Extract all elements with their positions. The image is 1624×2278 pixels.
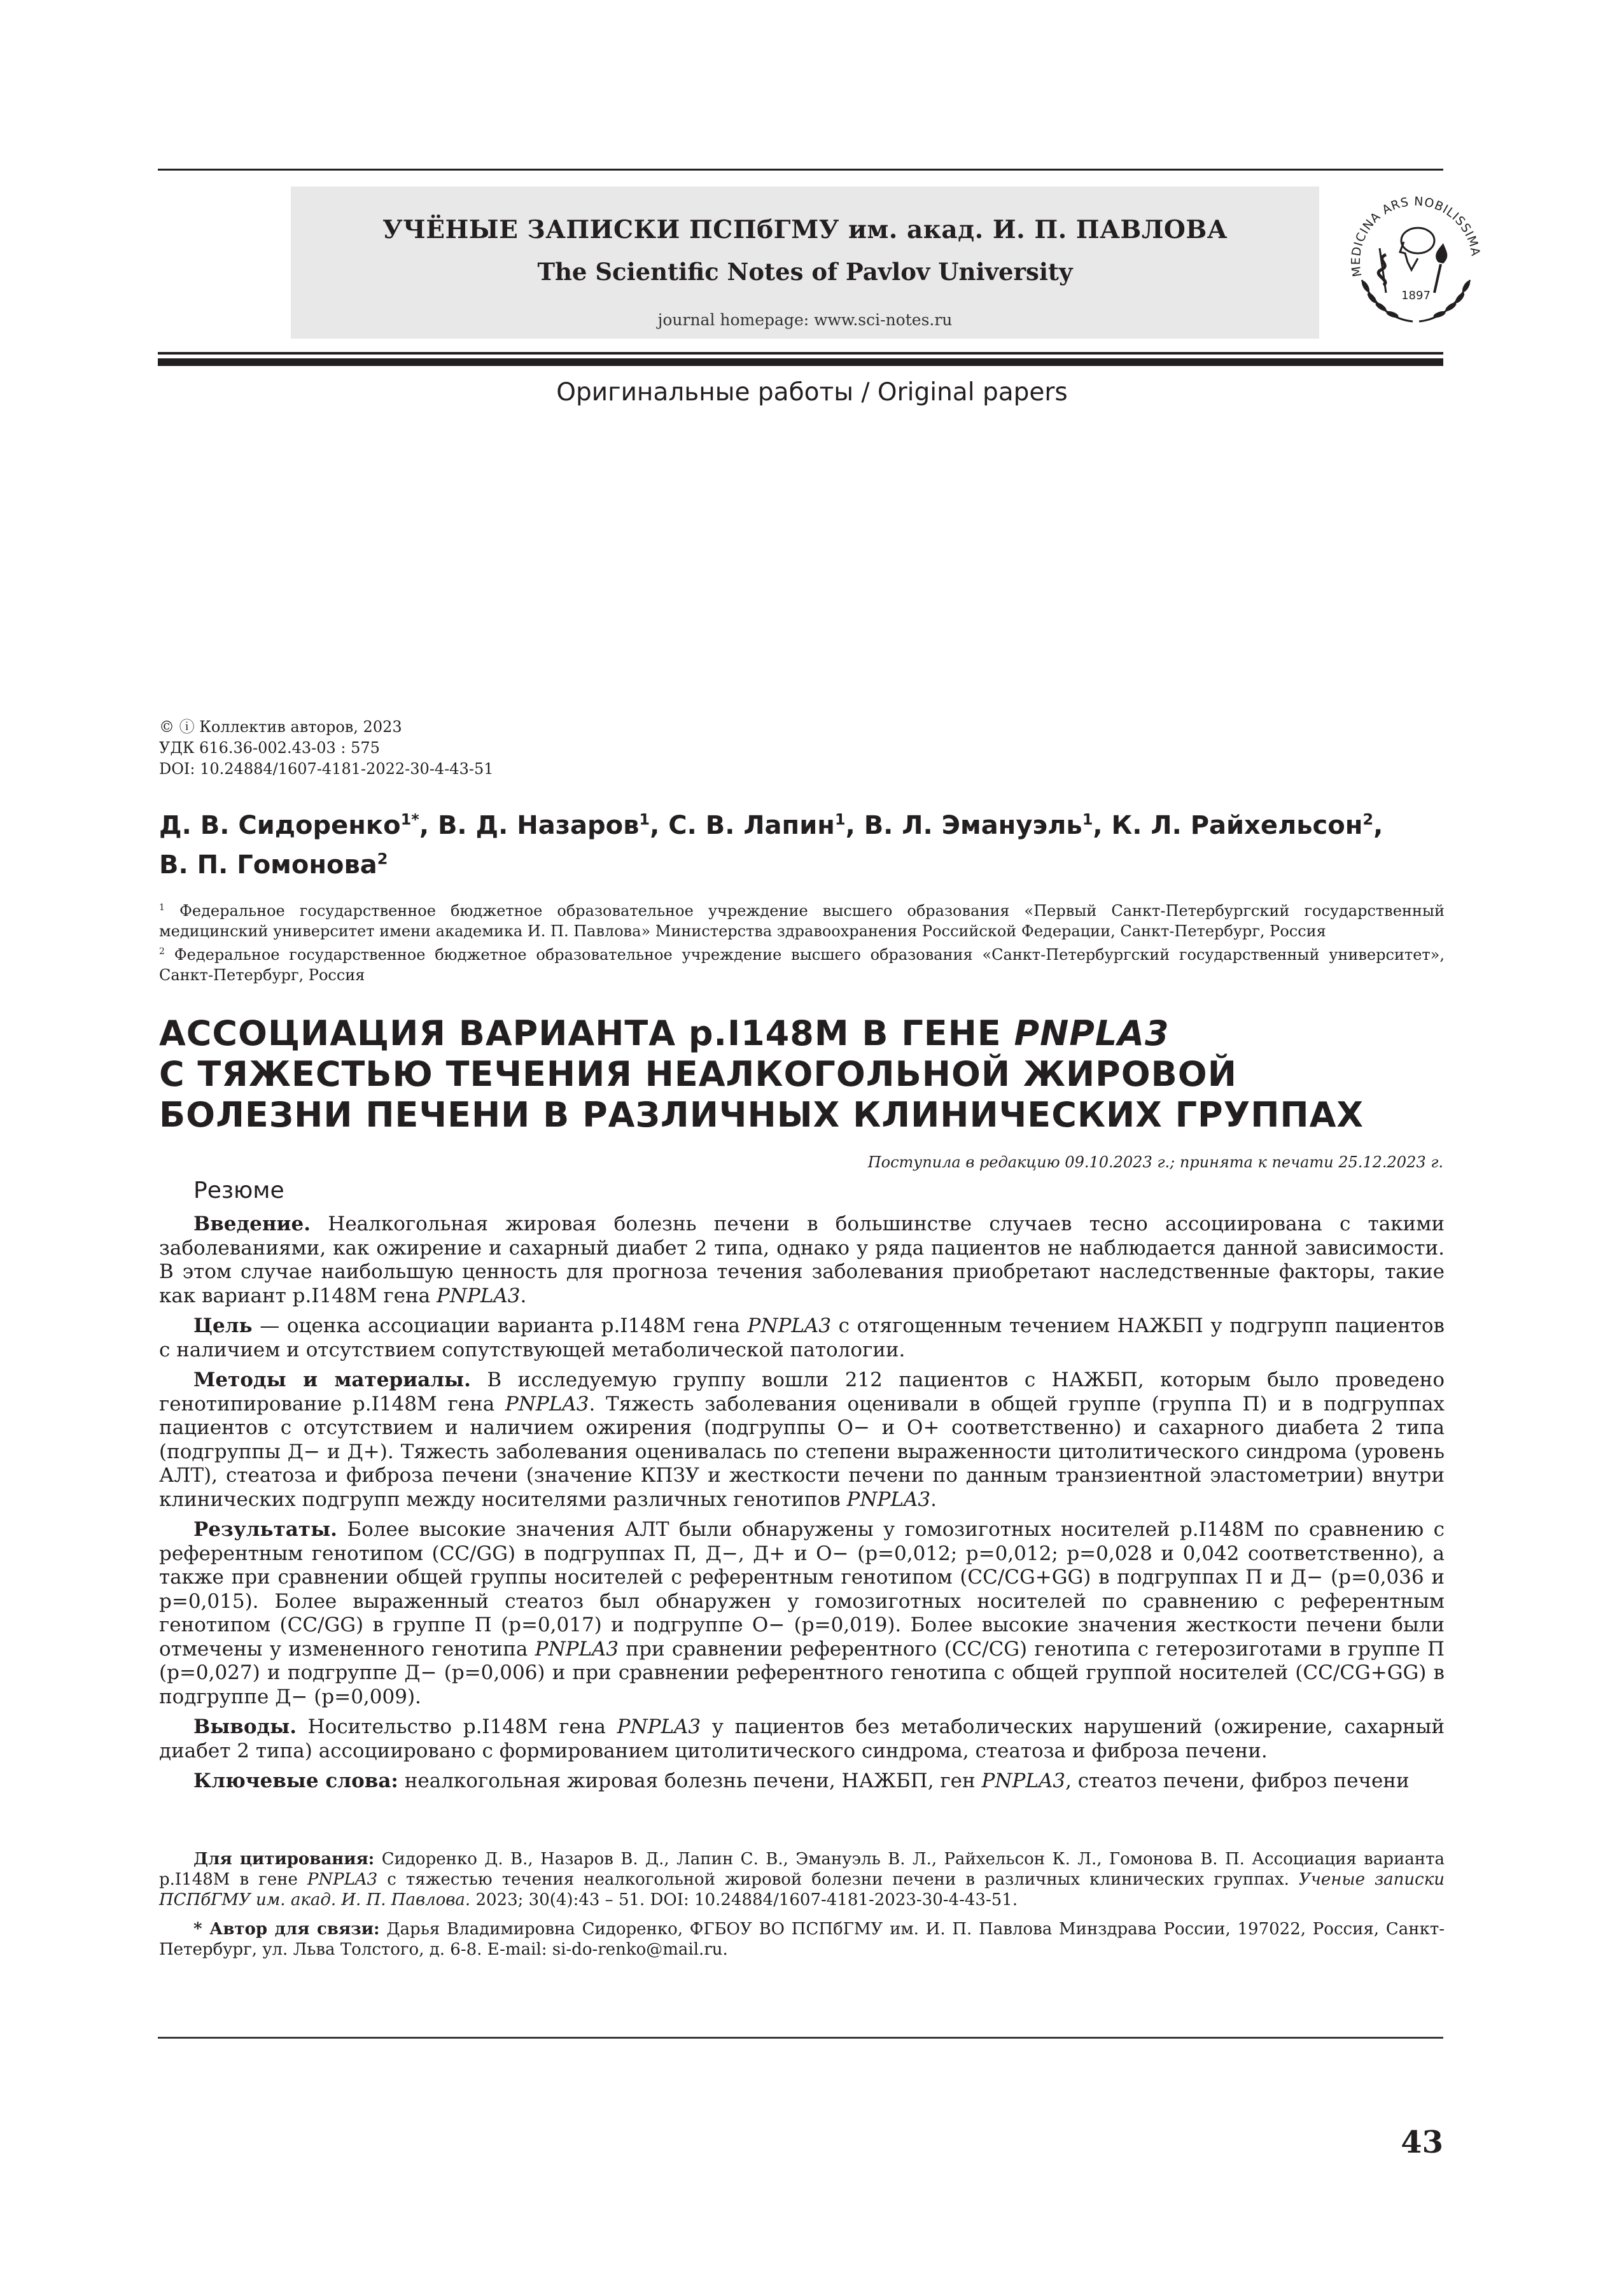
- section-label: Оригинальные работы / Original papers: [556, 378, 1068, 407]
- doi[interactable]: DOI: 10.24884/1607-4181-2022-30-4-43-51: [159, 760, 494, 778]
- udk: УДК 616.36-002.43-03 : 575: [159, 739, 380, 757]
- abstract-keywords: Ключевые слова: неалкогольная жировая болезнь печени, НАЖБП, ген PNPLA3, стеатоз печени, фиброз печени: [193, 1769, 1410, 1792]
- copyright-icon: ©: [159, 718, 174, 736]
- abstract-introduction: Введение. Неалкогольная жировая болезнь печени в большинстве случаев тесно ассоциирована с такими заболеваниями, как ожирение и сахарный диабет 2 типа, однако у ряда пациентов не наблюдается данной зависимости. В этом случае наибольшую ценность для прогноза течения заболевания приобретают наследственные факторы, такие как вариант p.I148M гена PNPLA3.: [159, 1213, 1445, 1307]
- seal-motto: MEDICINA ARS NOBILISSIMA: [1349, 194, 1483, 278]
- author: К. Л. Райхельсон$^2$: [1111, 811, 1374, 841]
- author: Д. В. Сидоренко$^{1*}$: [159, 811, 419, 841]
- author: В. Д. Назаров$^1$: [437, 811, 650, 841]
- header-rule-thick: [158, 358, 1443, 366]
- received-dates: Поступила в редакцию 09.10.2023 г.; принята к печати 25.12.2023 г.: [867, 1153, 1443, 1171]
- affiliation: $^2$ Федеральное государственное бюджетное образовательное учреждение высшего образования «Санкт-Петербургский государственный университет», Санкт-Петербург, Россия: [159, 946, 1445, 984]
- svg-text:MEDICINA ARS NOBILISSIMA: [1349, 195, 1483, 278]
- university-seal-logo: [1349, 191, 1483, 328]
- abstract-conclusions: Выводы. Носительство p.I148M гена PNPLA3 у пациентов без метаболических нарушений (ожирение, сахарный диабет 2 типа) ассоциировано с формированием цитолитического синдрома, стеатоза и фиброза печени.: [159, 1715, 1445, 1762]
- abstract-body: [159, 1213, 1445, 1800]
- abstract-methods: Методы и материалы. В исследуемую группу вошли 212 пациентов с НАЖБП, которым было проведено генотипирование p.I148M гена PNPLA3. Тяжесть заболевания оценивали в общей группе (группа П) и в подгруппах пациентов с отсутствием и наличием ожирения (подгруппы О− и О+ соответственно) и сахарного диабета 2 типа (подгруппы Д− и Д+). Тяжесть заболевания оценивалась по степени выраженности цитолитического синдрома (уровень АЛТ), стеатоза и фиброза печени (значение КПЗУ и жесткости печени по данным транзиентной эластометрии) внутри клинических подгрупп между носителями различных генотипов PNPLA3.: [159, 1368, 1445, 1511]
- citation-block: [159, 1849, 1445, 1969]
- affiliation: $^1$ Федеральное государственное бюджетное образовательное учреждение высшего образования «Первый Санкт-Петербургский государственный медицинский университет имени академика И. П. Павлова» Министерства здравоохранения Российской Федерации, Санкт-Петербург, Россия: [159, 902, 1445, 940]
- journal-title-en: The Scientific Notes of Pavlov University: [537, 258, 1073, 286]
- seal-icon: [1349, 191, 1483, 328]
- page-number: 43: [1401, 2125, 1443, 2160]
- journal-homepage-link[interactable]: journal homepage: www.sci-notes.ru: [657, 311, 953, 329]
- open-access-icon: ⓘ: [179, 718, 195, 736]
- article-meta: [159, 717, 494, 780]
- header-rule-thin: [158, 352, 1443, 355]
- top-rule: [158, 169, 1443, 171]
- author-list: Д. В. Сидоренко$^{1*}$, В. Д. Назаров$^1$, С. В. Лапин$^1$, В. Л. Эмануэль$^1$, К. Л. Райхельсон$^2$, В. П. Гомонова$^2$: [159, 811, 1383, 880]
- abstract-heading: Резюме: [193, 1178, 284, 1204]
- journal-masthead: [291, 186, 1319, 339]
- copyright-line: © ⓘ Коллектив авторов, 2023: [159, 718, 402, 736]
- journal-title-ru: УЧЁНЫЕ ЗАПИСКИ ПСПбГМУ им. акад. И. П. ПАВЛОВА: [382, 215, 1228, 244]
- correspondence: * Автор для связи: Дарья Владимировна Сидоренко, ФГБОУ ВО ПСПбГМУ им. И. П. Павлова Минздрава России, 197022, Россия, Санкт-Петербург, ул. Льва Толстого, д. 6-8. E-mail: si-do-renko@mail.ru.: [159, 1920, 1445, 1959]
- author: В. П. Гомонова$^2$: [159, 850, 388, 880]
- citation: Для цитирования: Сидоренко Д. В., Назаров В. Д., Лапин С. В., Эмануэль В. Л., Райхельсон К. Л., Гомонова В. П. Ассоциация варианта p.I148M в гене PNPLA3 с тяжестью течения неалкогольной жировой болезни печени в различных клинических группах. Ученые записки ПСПбГМУ им. акад. И. П. Павлова. 2023; 30(4):43 – 51. DOI: 10.24884/1607-4181-2023-30-4-43-51.: [159, 1850, 1445, 1909]
- author: С. В. Лапин$^1$: [668, 811, 846, 841]
- article-title: АССОЦИАЦИЯ ВАРИАНТА p.I148M В ГЕНЕ PNPLA3 С ТЯЖЕСТЬЮ ТЕЧЕНИЯ НЕАЛКОГОЛЬНОЙ ЖИРОВОЙ БОЛЕЗНИ ПЕЧЕНИ В РАЗЛИЧНЫХ КЛИНИЧЕСКИХ ГРУППАХ: [159, 1013, 1364, 1135]
- abstract-aim: Цель — оценка ассоциации варианта p.I148M гена PNPLA3 с отягощенным течением НАЖБП у подгрупп пациентов с наличием и отсутствием сопутствующей метаболической патологии.: [159, 1314, 1445, 1361]
- affiliations: [159, 897, 1445, 985]
- abstract-results: Результаты. Более высокие значения АЛТ были обнаружены у гомозиготных носителей p.I148M по сравнению с референтным генотипом (CC/GG) в подгруппах П, Д−, Д+ и О− (p=0,012; p=0,012; p=0,028 и 0,042 соответственно), а также при сравнении общей группы носителей с референтным генотипом (CC/CG+GG) в подгруппах П и Д− (p=0,036 и p=0,015). Более выраженный стеатоз был обнаружен у гомозиготных носителей по сравнению с референтным генотипом (CC/GG) в группе П (p=0,017) и подгруппе О− (p=0,019). Более высокие значения жесткости печени были отмечены у измененного генотипа PNPLA3 при сравнении референтного (CC/CG) генотипа с гетерозиготами в группе П (p=0,027) и подгруппе Д− (p=0,006) и при сравнении референтного генотипа с общей группой носителей (CC/CG+GG) в подгруппе Д− (p=0,009).: [159, 1518, 1445, 1708]
- bottom-rule: [158, 2037, 1443, 2039]
- seal-year: 1897: [1401, 289, 1431, 302]
- author: В. Л. Эмануэль$^1$: [864, 811, 1093, 841]
